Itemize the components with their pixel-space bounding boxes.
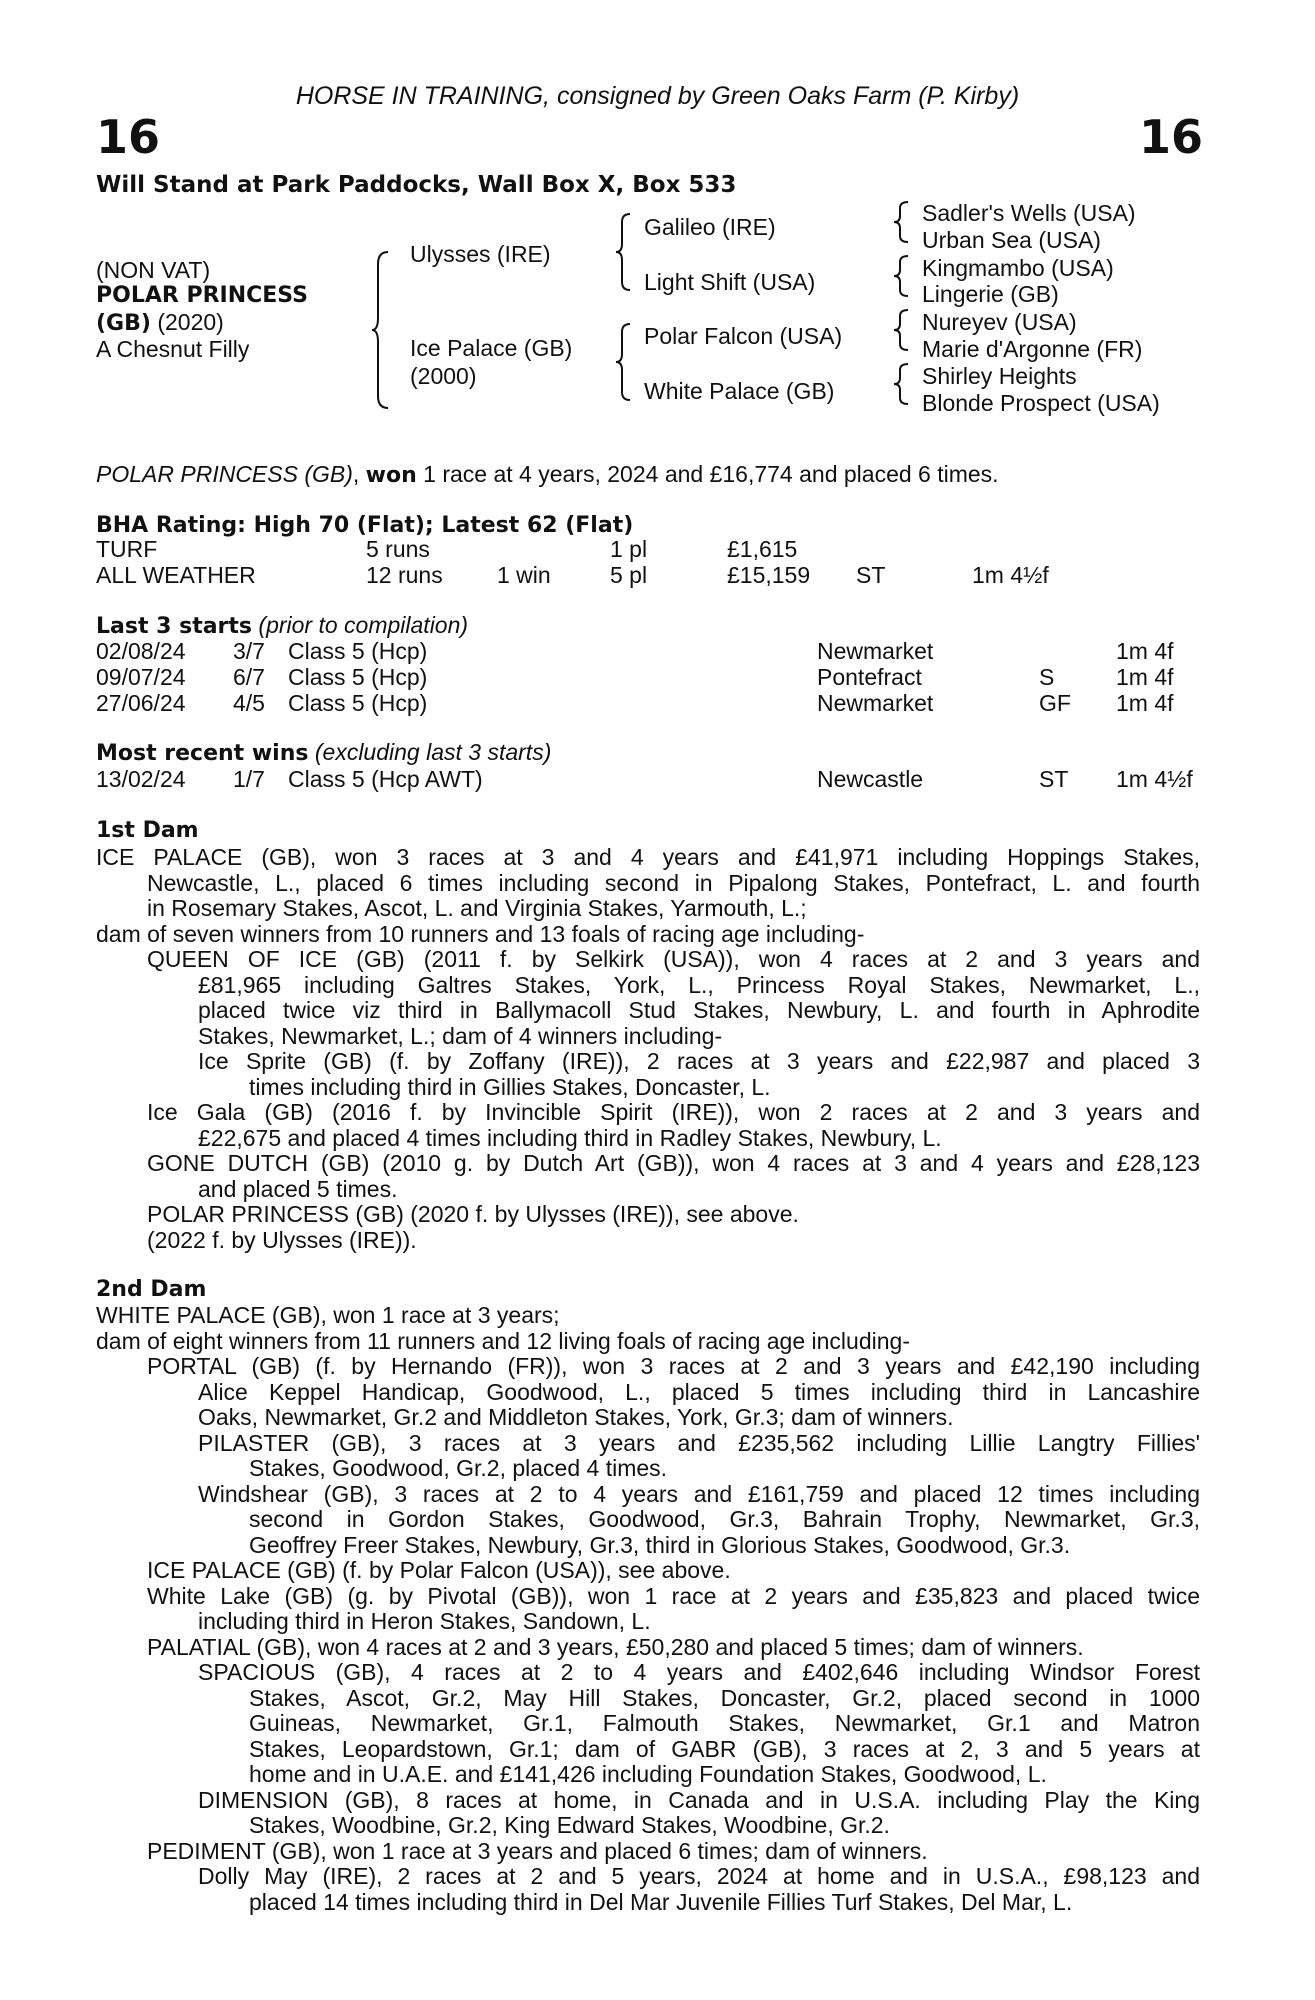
pedigree-dam-year: (2000) (410, 363, 477, 389)
pedigree-dam: Ice Palace (GB) (410, 335, 573, 361)
rating-runs: 12 runs (366, 562, 443, 588)
pedigree-note-line: PEDIMENT (GB), won 1 race at 3 years and placed 6 times; dam of winners. (147, 1837, 928, 1864)
horse-country: (GB) (96, 311, 151, 336)
recent-wins-note: (excluding last 3 starts) (314, 739, 552, 765)
rating-placed: 1 pl (610, 536, 648, 562)
rating-distance: 1m 4½f (972, 562, 1049, 588)
recent-wins-heading: Most recent wins (96, 741, 309, 766)
start-date: 27/06/24 (96, 690, 186, 716)
pedigree-gen3-2: Urban Sea (USA) (922, 227, 1101, 253)
horse-year: (2020) (157, 309, 224, 335)
pedigree-note-line: Alice Keppel Handicap, Goodwood, L., placed 5 times including third in Lancashire (198, 1378, 1200, 1405)
pedigree-gen3-8: Blonde Prospect (USA) (922, 390, 1160, 416)
pedigree-note-line: Ice Sprite (GB) (f. by Zoffany (IRE)), 2 races at 3 years and £22,987 and placed 3 (198, 1048, 1200, 1074)
pedigree-note-line: Oaks, Newmarket, Gr.2 and Middleton Stakes, York, Gr.3; dam of winners. (198, 1404, 954, 1430)
pedigree-note-line: SPACIOUS (GB), 4 races at 2 to 4 years and £402,646 including Windsor Forest (198, 1659, 1200, 1685)
pedigree-note-line: placed 14 times including third in Del Mar Juvenile Fillies Turf Stakes, Del Mar, L. (249, 1888, 1073, 1915)
pedigree-note-line: Stakes, Goodwood, Gr.2, placed 4 times. (249, 1455, 668, 1481)
pedigree-note-line: Windshear (GB), 3 races at 2 to 4 years and £161,759 and placed 12 times including (198, 1480, 1200, 1507)
pedigree-note-line: times including third in Gillies Stakes, Doncaster, L. (249, 1073, 771, 1100)
last-starts-note: (prior to compilation) (258, 612, 469, 638)
pedigree-note-line: (2022 f. by Ulysses (IRE)). (147, 1226, 417, 1253)
pedigree-brace-main (370, 250, 392, 410)
summary-text: 1 race at 4 years, 2024 and £16,774 and placed 6 times. (416, 461, 999, 487)
pedigree-note-line: placed twice viz third in Ballymacoll Stud Stakes, Newbury, L. and fourth in Aphrodite (198, 997, 1200, 1023)
summary-won: won (365, 463, 417, 488)
pedigree-note-line: ICE PALACE (GB), won 3 races at 3 and 4 years and £41,971 including Hoppings Stakes, (96, 844, 1200, 870)
rating-going: ST (856, 562, 886, 588)
last-starts-heading: Last 3 starts (96, 614, 253, 639)
pedigree-note-line: dam of seven winners from 10 runners and 13 foals of racing age including- (96, 920, 865, 947)
start-course: Pontefract (817, 664, 922, 690)
bha-rating-heading: BHA Rating: High 70 (Flat); Latest 62 (Flat) (96, 513, 634, 538)
pedigree-note-line: DIMENSION (GB), 8 races at home, in Canada and in U.S.A. including Play the King (198, 1786, 1200, 1813)
start-distance: 1m 4f (1116, 638, 1174, 664)
pedigree-note-line: and placed 5 times. (198, 1175, 398, 1202)
pedigree-brace-g3-4 (892, 362, 912, 406)
start-class: Class 5 (Hcp) (288, 664, 428, 690)
pedigree-gen2-4: White Palace (GB) (644, 378, 835, 404)
pedigree-gen2-1: Galileo (IRE) (644, 214, 776, 240)
pedigree-brace-g3-1 (892, 200, 912, 244)
pedigree-note-line: Dolly May (IRE), 2 races at 2 and 5 years, 2024 at home and in U.S.A., £98,123 and (198, 1863, 1200, 1889)
lot-number-left: 16 (96, 110, 161, 164)
pedigree-brace-g3-3 (892, 308, 912, 352)
summary-horse-name: POLAR PRINCESS (GB) (96, 461, 353, 487)
start-date: 09/07/24 (96, 664, 186, 690)
horse-description: A Chesnut Filly (96, 336, 250, 362)
pedigree-note-line: £22,675 and placed 4 times including third in Radley Stakes, Newbury, L. (198, 1124, 942, 1151)
start-position: 6/7 (233, 664, 265, 690)
pedigree-note-line: second in Gordon Stakes, Goodwood, Gr.3, Bahrain Trophy, Newmarket, Gr.3, (249, 1506, 1200, 1532)
recent-wins-heading-line (96, 740, 551, 767)
pedigree-note-line: home and in U.A.E. and £141,426 including Foundation Stakes, Goodwood, L. (249, 1761, 1047, 1787)
pedigree-gen3-7: Shirley Heights (922, 363, 1077, 389)
pedigree-note-line: Stakes, Newmarket, L.; dam of 4 winners including- (198, 1022, 723, 1049)
pedigree-brace-dam (614, 322, 634, 402)
pedigree-note-line: Ice Gala (GB) (2016 f. by Invincible Spirit (IRE)), won 2 races at 2 and 3 years and (147, 1099, 1200, 1125)
pedigree-note-line: including third in Heron Stakes, Sandown, L. (198, 1608, 651, 1634)
start-position: 3/7 (233, 638, 265, 664)
pedigree-note-line: GONE DUTCH (GB) (2010 g. by Dutch Art (GB)), won 4 races at 3 and 4 years and £28,123 (147, 1150, 1200, 1176)
pedigree-note-line: PORTAL (GB) (f. by Hernando (FR)), won 3 races at 2 and 3 years and £42,190 including (147, 1353, 1200, 1379)
win-date: 13/02/24 (96, 766, 186, 792)
pedigree-note-line: White Lake (GB) (g. by Pivotal (GB)), won 1 race at 2 years and £35,823 and placed twice (147, 1582, 1200, 1609)
pedigree-gen3-1: Sadler's Wells (USA) (922, 200, 1136, 226)
start-distance: 1m 4f (1116, 690, 1174, 716)
pedigree-note-line: in Rosemary Stakes, Ascot, L. and Virginia Stakes, Yarmouth, L.; (147, 895, 807, 921)
pedigree-gen2-2: Light Shift (USA) (644, 269, 816, 295)
win-class: Class 5 (Hcp AWT) (288, 766, 483, 792)
pedigree-note-line: PALATIAL (GB), won 4 races at 2 and 3 years, £50,280 and placed 5 times; dam of winners. (147, 1633, 1084, 1660)
win-going: ST (1039, 766, 1069, 792)
pedigree-note-line: WHITE PALACE (GB), won 1 race at 3 years; (96, 1302, 560, 1328)
start-course: Newmarket (817, 690, 934, 716)
pedigree-note-line: ICE PALACE (GB) (f. by Polar Falcon (USA)), see above. (147, 1557, 731, 1583)
pedigree-gen3-3: Kingmambo (USA) (922, 255, 1114, 281)
pedigree-brace-g3-2 (892, 254, 912, 298)
race-summary: POLAR PRINCESS (GB), won 1 race at 4 years, 2024 and £16,774 and placed 6 times. (96, 461, 999, 488)
rating-prize: £1,615 (727, 536, 798, 562)
stand-location: Will Stand at Park Paddocks, Wall Box X, Box 533 (96, 172, 737, 198)
win-course: Newcastle (817, 766, 924, 792)
rating-placed: 5 pl (610, 562, 648, 588)
pedigree-note-line: Stakes, Leopardstown, Gr.1; dam of GABR (GB), 3 races at 2, 3 and 5 years at (249, 1735, 1200, 1762)
lot-number-right: 16 (1138, 110, 1203, 164)
pedigree-note-line: dam of eight winners from 11 runners and 12 living foals of racing age including- (96, 1327, 910, 1354)
start-going: S (1039, 664, 1055, 690)
pedigree-gen2-3: Polar Falcon (USA) (644, 323, 843, 349)
last-starts-heading-line (96, 613, 468, 640)
pedigree-note-line: Stakes, Woodbine, Gr.2, King Edward Stakes, Woodbine, Gr.2. (249, 1812, 890, 1838)
rating-surface: TURF (96, 536, 158, 562)
vat-status: (NON VAT) (96, 257, 211, 283)
start-class: Class 5 (Hcp) (288, 638, 428, 664)
pedigree-gen3-5: Nureyev (USA) (922, 309, 1077, 335)
horse-birth (96, 310, 224, 337)
second-dam-heading: 2nd Dam (96, 1277, 207, 1302)
pedigree-note-line: QUEEN OF ICE (GB) (2011 f. by Selkirk (USA)), won 4 races at 2 and 3 years and (147, 946, 1200, 972)
pedigree-note-line: PILASTER (GB), 3 races at 3 years and £235,562 including Lillie Langtry Fillies' (198, 1429, 1200, 1456)
rating-runs: 5 runs (366, 536, 430, 562)
pedigree-note-line: £81,965 including Galtres Stakes, York, L., Princess Royal Stakes, Newmarket, L., (198, 971, 1200, 998)
pedigree-note-line: Geoffrey Freer Stakes, Newbury, Gr.3, third in Glorious Stakes, Goodwood, Gr.3. (249, 1531, 1071, 1558)
pedigree-gen3-4: Lingerie (GB) (922, 281, 1059, 307)
page-title: HORSE IN TRAINING, consigned by Green Oaks Farm (P. Kirby) (295, 82, 1020, 110)
rating-surface: ALL WEATHER (96, 562, 256, 588)
start-date: 02/08/24 (96, 638, 186, 664)
win-position: 1/7 (233, 766, 265, 792)
pedigree-sire: Ulysses (IRE) (410, 241, 551, 267)
start-going: GF (1039, 690, 1071, 716)
pedigree-note-line: Newcastle, L., placed 6 times including second in Pipalong Stakes, Pontefract, L. and fourth (147, 869, 1200, 896)
start-class: Class 5 (Hcp) (288, 690, 428, 716)
start-course: Newmarket (817, 638, 934, 664)
pedigree-note-line: Stakes, Ascot, Gr.2, May Hill Stakes, Doncaster, Gr.2, placed second in 1000 (249, 1684, 1200, 1711)
first-dam-heading: 1st Dam (96, 818, 199, 843)
win-distance: 1m 4½f (1116, 766, 1193, 792)
start-distance: 1m 4f (1116, 664, 1174, 690)
rating-prize: £15,159 (727, 562, 811, 588)
horse-name: POLAR PRINCESS (96, 283, 309, 308)
pedigree-note-line: Guineas, Newmarket, Gr.1, Falmouth Stakes, Newmarket, Gr.1 and Matron (249, 1710, 1200, 1736)
start-position: 4/5 (233, 690, 265, 716)
pedigree-brace-sire (614, 212, 634, 292)
rating-wins: 1 win (497, 562, 551, 588)
pedigree-gen3-6: Marie d'Argonne (FR) (922, 336, 1143, 362)
pedigree-note-line: POLAR PRINCESS (GB) (2020 f. by Ulysses (IRE)), see above. (147, 1201, 799, 1227)
